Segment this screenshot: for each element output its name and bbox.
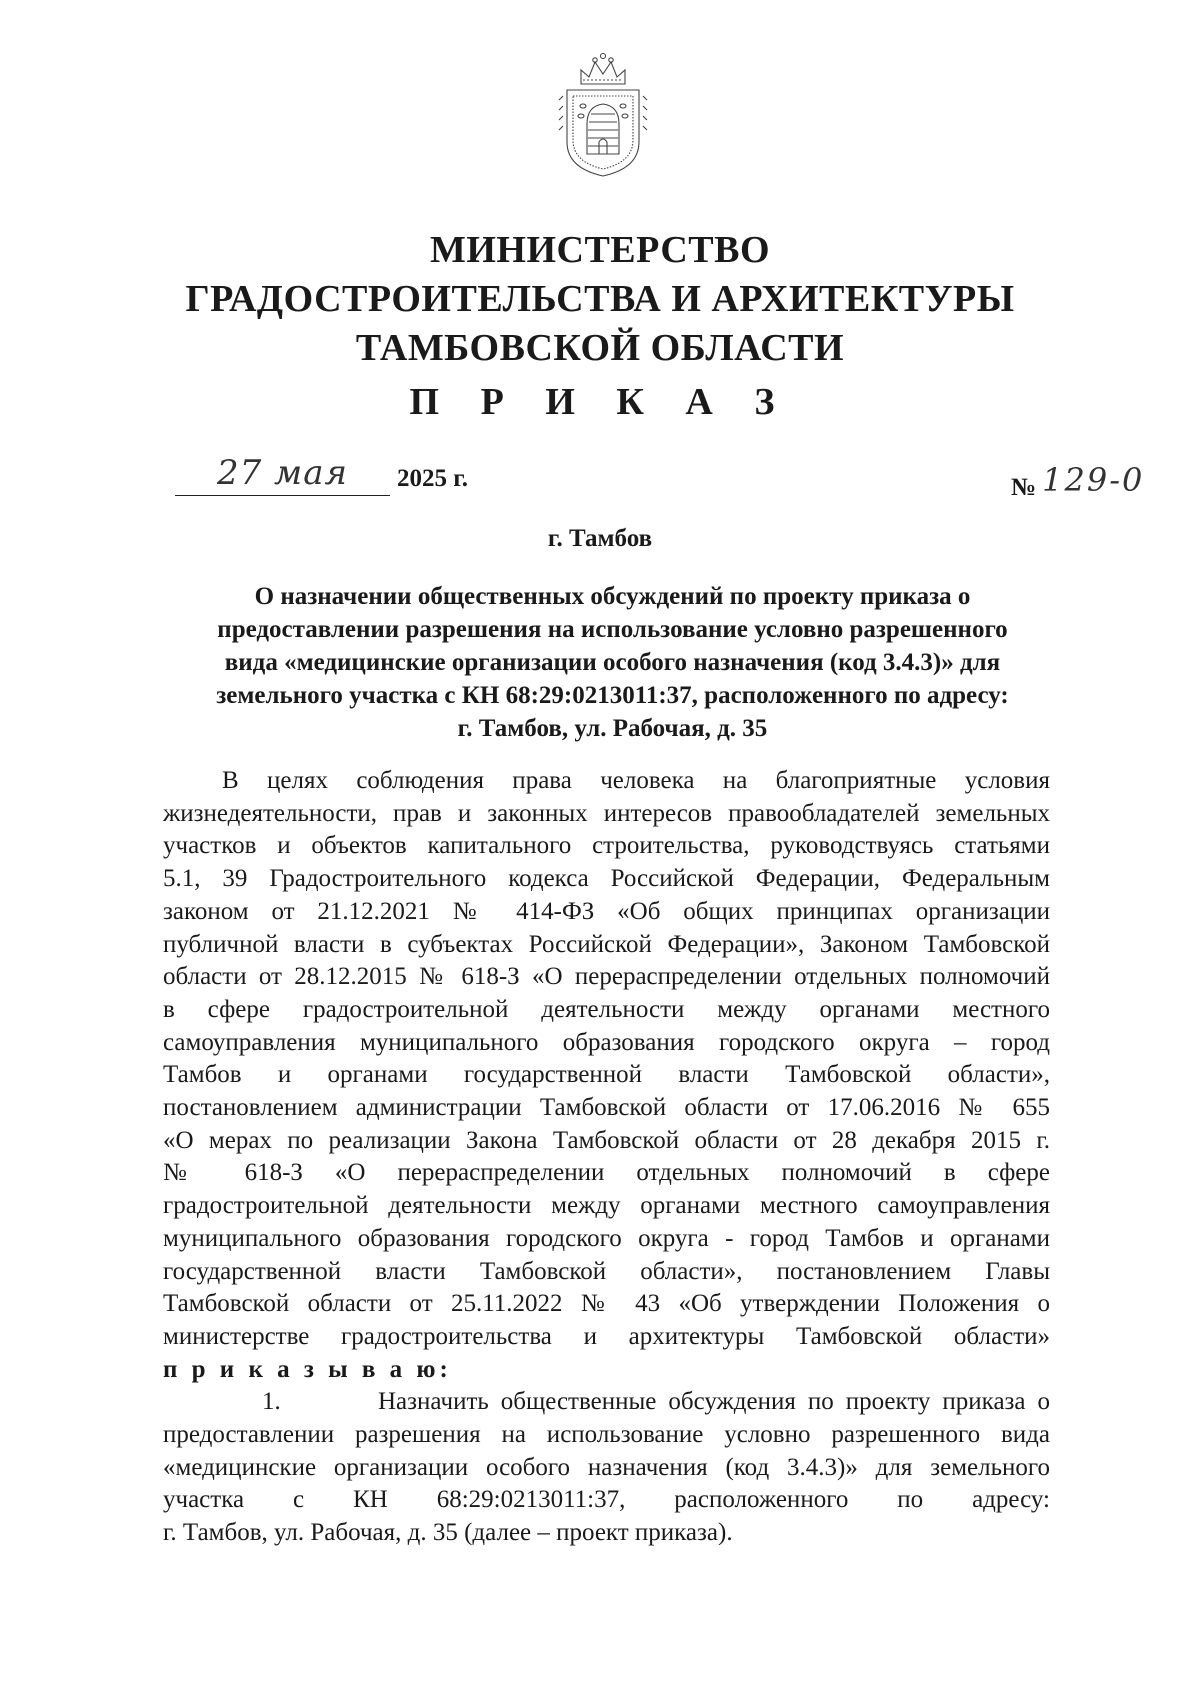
subject-line: предоставлении разрешения на использование условно разрешенного [217,616,1008,643]
ministry-name [0,226,1200,373]
date-number-row [175,455,1175,505]
preamble-line: «О мерах по реализации Закона Тамбовской области от 28 декабря 2015 г. [163,1126,1050,1154]
item-1-line: Назначить общественные обсуждения по проекту приказа о [378,1388,1050,1416]
item-1-line: г. Тамбов, ул. Рабочая, д. 35 (далее – проект приказа). [163,1519,733,1547]
order-word: п р и к а з ы в а ю: [163,1355,452,1383]
coat-of-arms-icon [553,50,653,178]
document-type-title: П Р И К А З [409,381,791,423]
item-1-first-line [163,1386,1050,1419]
preamble-line: Тамбовской области от 25.11.2022 № 43 «Об утверждении Положения о [163,1290,1050,1318]
handwritten-date: 27 мая [175,455,390,496]
handwritten-number: 129-0 [1042,461,1145,499]
ministry-line-2: ГРАДОСТРОИТЕЛЬСТВА И АРХИТЕКТУРЫ [185,278,1015,320]
subject-line: вида «медицинские организации особого назначения (код 3.4.3)» для [224,649,1001,676]
ministry-line-3: ТАМБОВСКОЙ ОБЛАСТИ [355,327,845,369]
subject-line: земельного участка с КН 68:29:0213011:37, расположенного по адресу: [216,682,1009,709]
preamble-line: министерстве градостроительства и архитектуры Тамбовской области» [163,1322,1050,1350]
preamble-line: области от 28.12.2015 № 618-З «О перераспределении отдельных полномочий [163,963,1050,991]
preamble-line: законом от 21.12.2021 № 414-ФЗ «Об общих принципах организации [163,897,1050,925]
ministry-line-1: МИНИСТЕРСТВО [429,229,771,271]
preamble-line: участков и объектов капитального строительства, руководствуясь статьями [163,832,1050,860]
number-label: № [1011,474,1037,501]
preamble-line: Тамбов и органами государственной власти Тамбовской области», [163,1061,1050,1089]
subject-line: г. Тамбов, ул. Рабочая, д. 35 [457,715,768,742]
order-subject [175,580,1050,745]
item-1-line: участка с КН 68:29:0213011:37, расположенного по адресу: [163,1486,1050,1514]
preamble-line: 5.1, 39 Градостроительного кодекса Российской Федерации, Федеральным [163,865,1050,893]
preamble-line: самоуправления муниципального образования городского округа – город [163,1028,1050,1056]
preamble-line: жизнедеятельности, прав и законных интересов правообладателей земельных [163,799,1050,827]
preamble-line: публичной власти в субъектах Российской Федерации», Законом Тамбовской [163,930,1050,958]
document-number [1011,461,1144,499]
preamble-line: муниципального образования городского округа - город Тамбов и органами [163,1224,1050,1252]
preamble-line: № 618-З «О перераспределении отдельных полномочий в сфере [163,1159,1050,1187]
document-body [163,765,1050,1550]
item-1-line: предоставлении разрешения на использование условно разрешенного вида [163,1421,1050,1449]
preamble-line: градостроительной деятельности между органами местного самоуправления [163,1192,1050,1220]
document-year: 2025 г. [397,465,469,492]
document-city: г. Тамбов [547,525,653,552]
subject-line: О назначении общественных обсуждений по проекту приказа о [254,583,971,610]
item-1-number: 1. [262,1388,281,1416]
preamble-line: в сфере градостроительной деятельности между органами местного [163,995,1050,1023]
item-1-line: «медицинские организации особого назначения (код 3.4.3)» для земельного [163,1453,1050,1481]
preamble-line: В целях соблюдения права человека на благоприятные условия [222,767,1050,794]
preamble-line: государственной власти Тамбовской области», постановлением Главы [163,1257,1050,1285]
preamble-line: постановлением администрации Тамбовской области от 17.06.2016 № 655 [163,1094,1050,1122]
